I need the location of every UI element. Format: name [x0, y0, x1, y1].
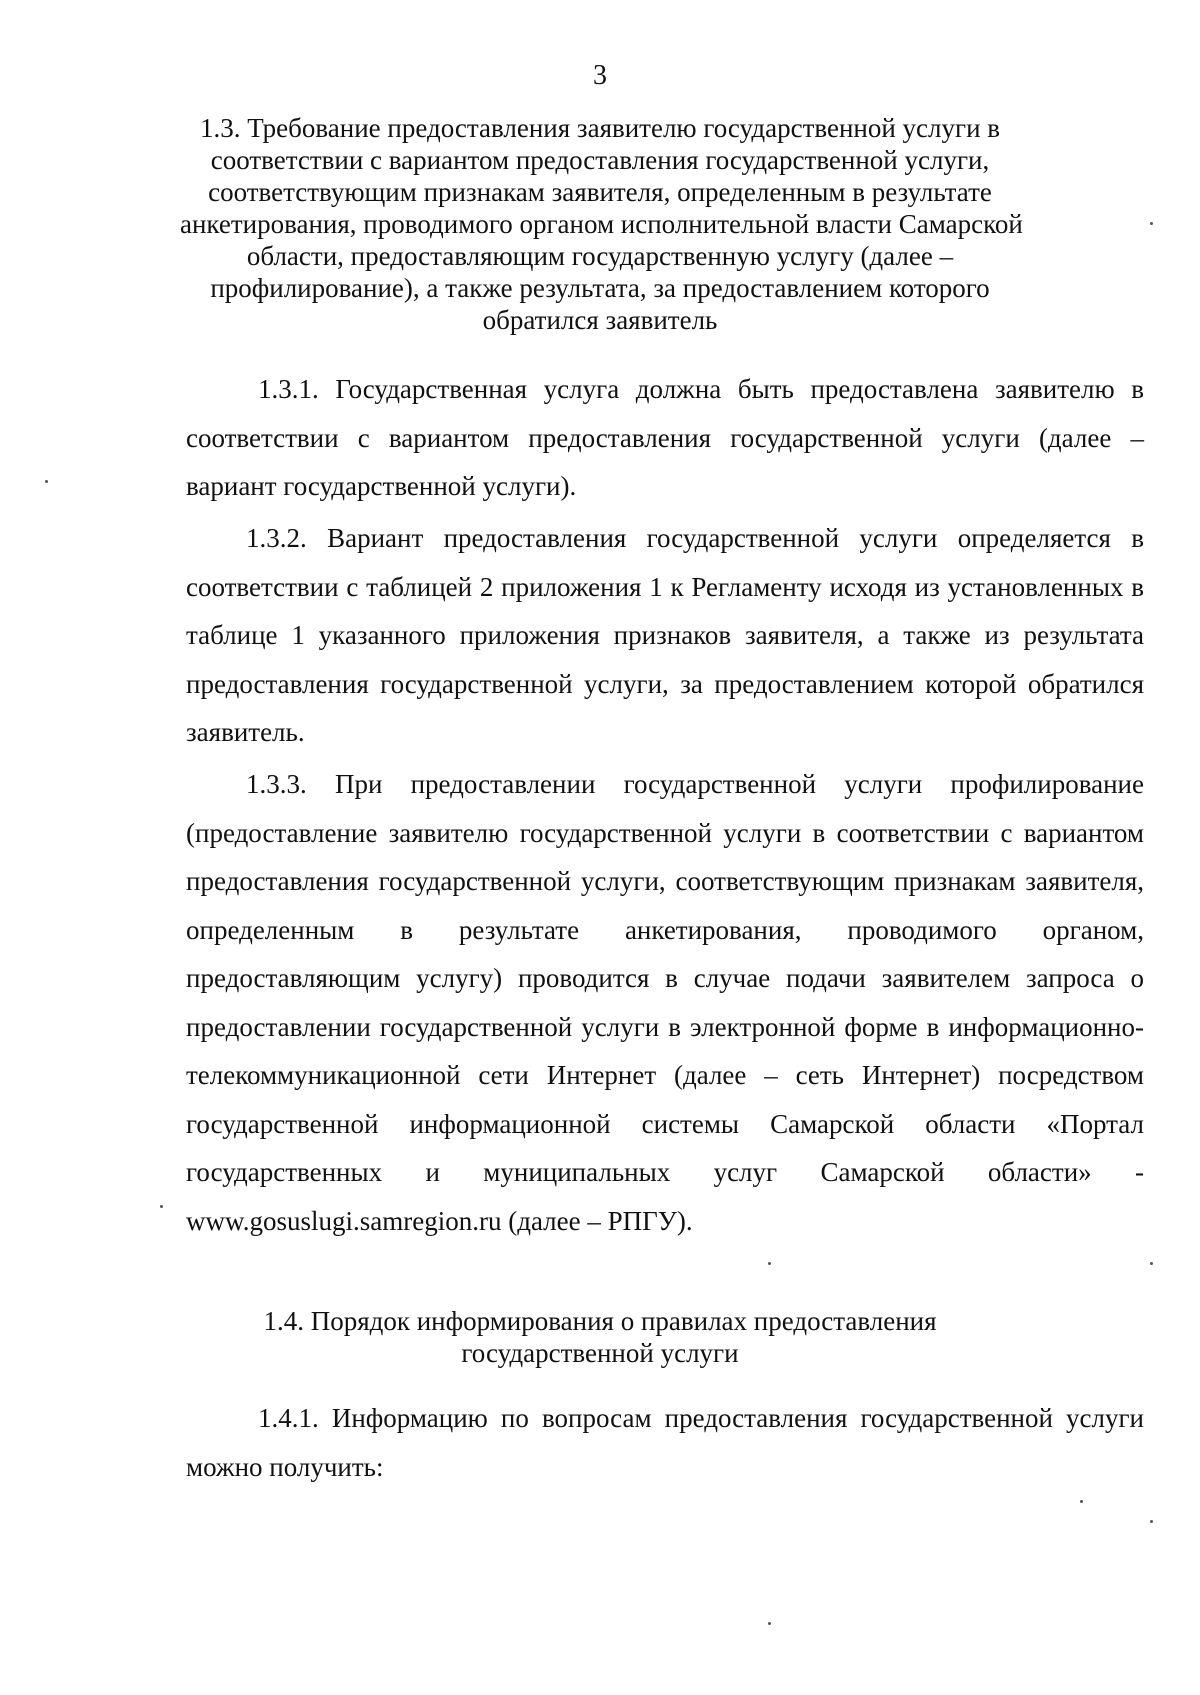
scan-speck — [1150, 222, 1153, 225]
heading-line: соответствии с вариантом предоставления государственной услуги, — [210, 145, 990, 175]
heading-line: 1.4. Порядок информирования о правилах предоставления — [263, 1306, 937, 1336]
scan-speck — [768, 1262, 771, 1265]
heading-line: обратился заявитель — [482, 305, 718, 335]
scan-speck — [45, 480, 48, 483]
scan-speck — [768, 1622, 771, 1625]
heading-line: области, предоставляющим государственную услугу (далее – — [246, 241, 954, 271]
heading-line: 1.3. Требование предоставления заявителю государственной услуги в — [199, 113, 1001, 143]
scan-speck — [1150, 1262, 1153, 1265]
section-heading-1-4 — [180, 1305, 1020, 1369]
scan-speck — [1150, 1520, 1153, 1523]
scan-speck — [160, 1205, 163, 1208]
page-number: 3 — [593, 60, 607, 91]
scan-speck — [1080, 1500, 1083, 1503]
heading-line: государственной услуги — [461, 1338, 739, 1368]
section-heading-1-3 — [180, 112, 1023, 336]
heading-line: профилирование), а также результата, за предоставлением которого — [210, 273, 990, 303]
paragraph-1-3-1: 1.3.1. Государственная услуга должна быть предоставлена заявителю в соответствии с вариантом предоставления государственной услуги (далее – вариант государственной услуги). — [186, 374, 1144, 501]
paragraph-1-4-1: 1.4.1. Информацию по вопросам предоставления государственной услуги можно получить: — [186, 1403, 1144, 1482]
paragraph-1-3-2: 1.3.2. Вариант предоставления государственной услуги определяется в соответствии с таблицей 2 приложения 1 к Регламенту исходя из установленных в таблице 1 указанного приложения признаков заявителя, а также из результата предоставления государственной услуги, за предоставлением которой обратился заявитель. — [186, 523, 1144, 747]
paragraph-1-3-3: 1.3.3. При предоставлении государственной услуги профилирование (предоставление заявителю государственной услуги в соответствии с вариантом предоставления государственной услуги, соответствующим признакам заявителя, определенным в результате анкетирования, проводимого органом, предоставляющим услугу) проводится в случае подачи заявителем запроса о предоставлении государственной услуги в электронной форме в информационно-телекоммуникационной сети Интернет (далее – сеть Интернет) посредством государственной информационной системы Самарской области «Портал государственных и муниципальных услуг Самарской области» - www.gosuslugi.samregion.ru (далее – РПГУ). — [186, 769, 1144, 1236]
heading-line: анкетирования, проводимого органом исполнительной власти Самарской — [180, 209, 1023, 239]
heading-line: соответствующим признакам заявителя, определенным в результате — [208, 177, 992, 207]
